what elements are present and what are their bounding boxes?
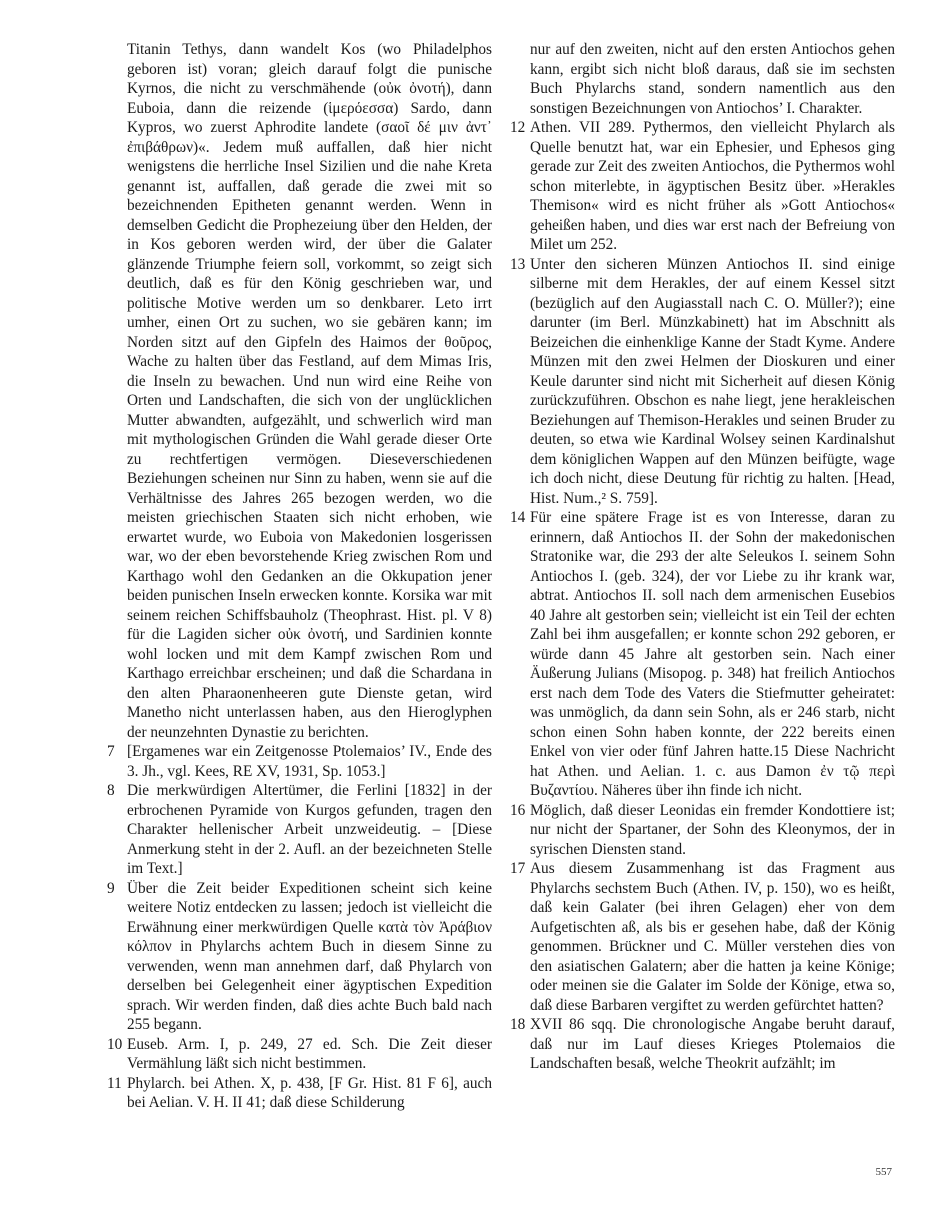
footnote-text: Unter den sicheren Münzen Antiochos II. sind einige silberne mit dem Herakles, der auf einem Kessel sitzt (bezüglich auf den Augiasstall nach C. O. Müller?); eine darunter (im Berl. Münzkabinett) hat im Abschnitt als Beizeichen die einhenklige Kanne der Stadt Kyme. Andere Münzen mit den zwei Helmen der Dioskuren und einer Keule darunter sind nicht mit Sicherheit auf diesen König zurückzuführen. Obschon es nahe liegt, jene herakleischen Beziehungen auf Themison-Herakles und seinen Bruder zu deuten, so etwa wie Kardinal Wolsey seinen Kardinalshut dem königlichen Wappen auf den Münzen beifügte, wage ich doch nicht, diese Deutung für richtig zu halten. [Head, Hist. Num.,² S. 759]. (530, 255, 895, 507)
footnote-12 (510, 118, 895, 255)
footnote-number: 12 (510, 119, 526, 136)
footnote-number: 8 (107, 782, 115, 799)
footnote-number: 10 (107, 1035, 123, 1053)
footnote-8 (107, 781, 492, 879)
footnote-text: Euseb. Arm. I, p. 249, 27 ed. Sch. Die Zeit dieser Vermählung läßt sich nicht bestimmen. (127, 1035, 492, 1072)
footnote-7 (107, 742, 492, 781)
footnote-13 (510, 255, 895, 509)
footnote-text: XVII 86 sqq. Die chronologische Angabe beruht darauf, daß nur im Lauf dieses Krieges Ptolemaios die Landschaften besaß, welche Theokrit aufzählt; im (530, 1016, 895, 1072)
left-column (107, 40, 492, 1113)
footnote-number: 9 (107, 879, 115, 897)
footnote-number: 7 (107, 743, 115, 760)
continued-footnote-text: nur auf den zweiten, nicht auf den ersten Antiochos gehen kann, ergibt sich nicht bloß daraus, daß sie im sechsten Buch Phylarchs stand, sondern namentlich aus den sonstigen Bezeichnungen von Antiochos’ I. Charakter. (530, 41, 895, 117)
footnote-text: Über die Zeit beider Expeditionen scheint sich keine weitere Notiz entdecken zu lassen; jedoch ist vielleicht die Erwähnung einer merkwürdigen Quelle κατὰ τὸν Ἀράβιον κόλπον in Phylarchs achtem Buch in diesem Sinne zu verwenden, wenn man annehmen darf, daß Phylarch von derselben bei Gelegenheit einer ägyptischen Expedition sprach. Wir werden finden, daß dies achte Buch bald nach 255 begann. (127, 879, 492, 1033)
footnote-text: Für eine spätere Frage ist es von Interesse, daran zu erinnern, daß Antiochos II. der Sohn der makedonischen Stratonike war, die 293 der alte Seleukos I. seinem Sohn Antiochos I. (geb. 324), der vor Liebe zu ihr krank war, abtrat. Antiochos II. soll nach dem armenischen Eusebios 40 Jahre alt gestorben sein; vielleicht ist ein Teil der echten Zahl bei ihm ausgefallen; er konnte schon 292 geboren, er würde dann 45 Jahre alt gestorben sein. Nach einer Äußerung Julians (Misopog. p. 348) hat freilich Antiochos erst nach dem Tode des Vaters die Stiefmutter geheiratet: was unmöglich, da dann sein Sohn, als er 246 starb, nicht schon einen Sohn haben konnte, der 222 bereits einen Enkel von vier oder fünf Jahren hatte.15 Diese Nachricht hat Athen. und Aelian. 1. c. aus Damon ἐν τῷ περὶ Βυζαντίου. Näheres über ihn finde ich nicht. (530, 509, 895, 799)
footnote-text: [Ergamenes war ein Zeitgenosse Ptolemaios’ IV., Ende des 3. Jh., vgl. Kees, RE XV, 1931, Sp. 1053.] (127, 743, 492, 780)
footnote-16 (510, 801, 895, 860)
footnote-9 (107, 879, 492, 1035)
footnote-text: Die merkwürdigen Altertümer, die Ferlini [1832] in der erbrochenen Pyramide von Kurgos gefunden, tragen den Charakter hellenischer Arbeit unzweideutig. – [Diese Anmerkung steht in der 2. Aufl. an der bezeichneten Stelle im Text.] (127, 782, 492, 877)
footnote-14 (510, 508, 895, 801)
footnote-number: 16 (510, 801, 526, 819)
footnote-11 (107, 1074, 492, 1113)
footnote-10 (107, 1035, 492, 1074)
footnote-text: Möglich, daß dieser Leonidas ein fremder Kondottiere ist; nur nicht der Spartaner, der Sohn des Kleonymos, der in syrischen Diensten stand. (530, 801, 895, 858)
footnote-number: 18 (510, 1016, 526, 1033)
footnote-text: Aus diesem Zusammenhang ist das Fragment aus Phylarchs sechstem Buch (Athen. IV, p. 150), wo es heißt, daß kein Galater (bei ihren Gelagen) eher von dem Aufgetischten aß, als bis er gesehen habe, daß der König genommen. Brückner und C. Müller verstehen dies von den asiatischen Galatern; aber die hatten ja keine Könige; oder meinen sie die Galater im Solde der Könige, etwa so, daß diese Barbaren vergiftet zu werden gefürchtet hatten? (530, 860, 895, 1014)
footnote-text: Phylarch. bei Athen. X, p. 438, [F Gr. Hist. 81 F 6], auch bei Aelian. V. H. II 41; daß diese Schilderung (127, 1074, 492, 1111)
footnote-number: 13 (510, 255, 526, 273)
page-number: 557 (875, 1166, 892, 1178)
footnote-text: Athen. VII 289. Pythermos, den vielleicht Phylarch als Quelle benutzt hat, war ein Ephesier, und Ephesos ging gerade zur Zeit des zweiten Antiochos, die Pythermos wohl schon miterlebte, in ägyptischen Besitz über. »Herakles Themison« wird es nicht früher als »Gott Antiochos« geheißen haben, und dies war erst nach der Befreiung von Milet um 252. (530, 119, 895, 253)
footnote-number: 17 (510, 860, 526, 877)
continued-footnote-text: Titanin Tethys, dann wandelt Kos (wo Philadelphos geboren ist) voran; gleich darauf folgt die punische Kyrnos, die nicht zu verschmähende (οὐκ ὀνοτή), dann Euboia, dann die reizende (ἱμερόεσσα) Sardo, dann Kypros, wo zuerst Aphrodite landete (σαοῖ δέ μιν ἀντ᾽ ἐπιβάθρων)«. Jedem muß auffallen, daß hier nicht wenigstens die herrliche Insel Sizilien und die nahe Kreta genannt ist, auffallen, daß gerade die zwei mit so bezeichnenden Epitheten genannt werden. Wenn in demselben Gedicht die Prophezeiung über den Helden, der in Kos geboren werden wird, der über die Galater glänzende Triumphe feiern soll, vorkommt, so zeigt sich deutlich, daß es für den König geschrieben war, und politische Motive werden um so denkbarer. Leto irrt umher, einen Ort zu suchen, wo sie gebären kann; im Norden sitzt auf den Gipfeln des Haimos der θοῦρος, Wache zu halten über das Festland, auf dem Mimas Iris, die Inseln zu bewachen. Und nun wird eine Reihe von Orten und Landschaften, die sich von der unglücklichen Mutter abwandten, aufgezählt, und schwerlich wird man mit mythologischen Gründen die Wahl gerade dieser Orte zu rechtfertigen vermögen. Dieseverschiedenen Beziehungen scheinen nur Sinn zu haben, wenn sie auf die Verhältnisse des Jahres 265 bezogen werden, wo die meisten griechischen Staaten sich nicht erhoben, wie erwartet wurde, wo Euboia von Makedonien losgerissen war, wo der eben bevorstehende Krieg zwischen Rom und Karthago wohl den Gedanken an die Okkupation jener beiden punischen Inseln erwecken konnte. Korsika war mit seinem reichen Schiffsbauholz (Theophrast. Hist. pl. V 8) für die Lagiden sicher οὐκ ὀνοτή, und Sardinien konnte wohl locken und mit dem Kampf zwischen Rom und Karthago erreichbar erscheinen; und daß die Schardana in den alten Pharaonenheeren gute Dienste getan, wird Manetho nicht unterlassen haben, aus den Hieroglyphen der neunzehnten Dynastie zu berichten. (127, 41, 492, 741)
footnote-number: 14 (510, 509, 526, 526)
footnote-18 (510, 1015, 895, 1074)
footnote-17 (510, 859, 895, 1015)
right-column (510, 40, 895, 1074)
footnote-number: 11 (107, 1074, 122, 1092)
